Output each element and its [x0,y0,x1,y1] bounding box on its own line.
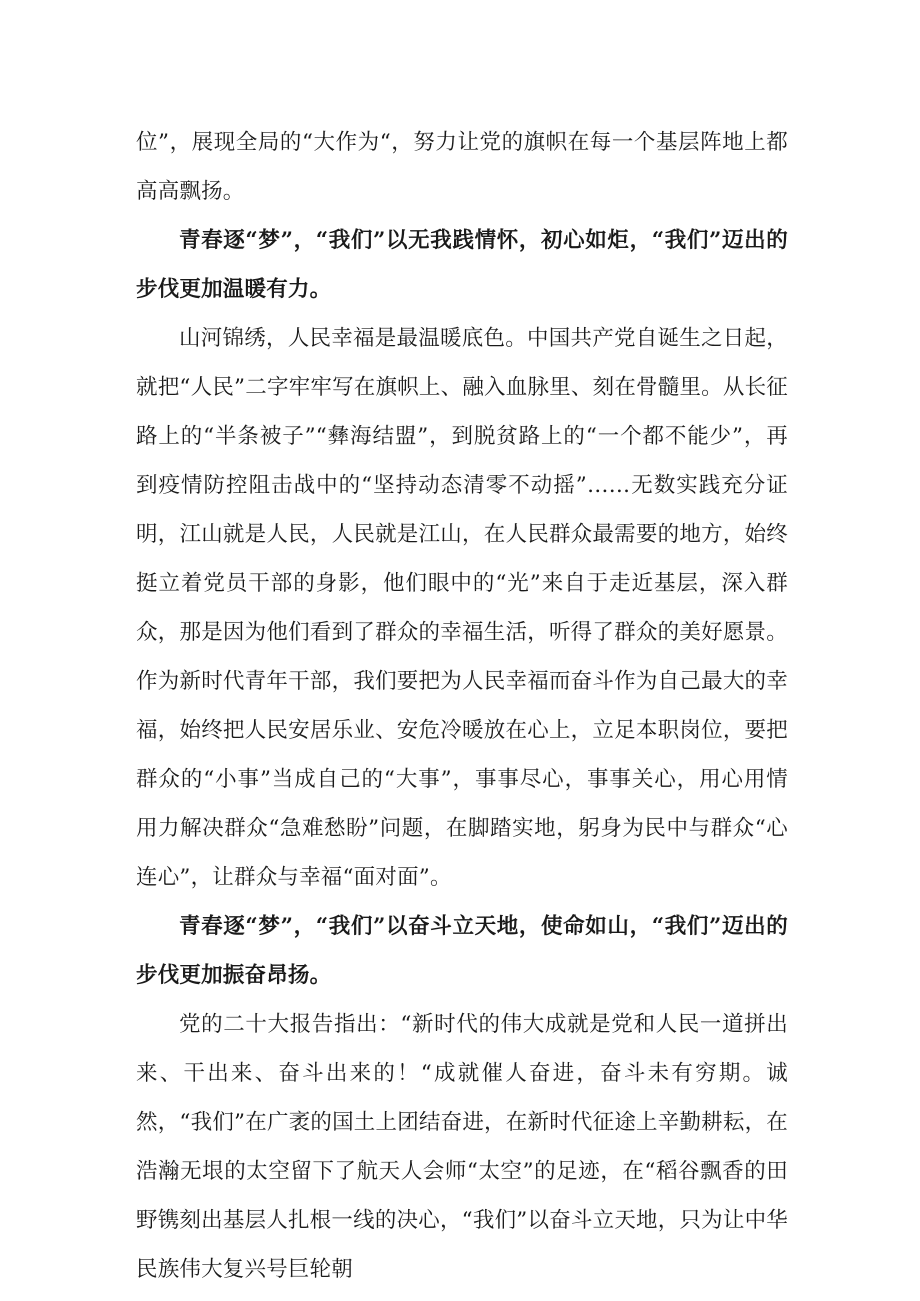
paragraph-continuation: 位”，展现全局的“大作为“，努力让党的旗帜在每一个基层阵地上都高高飘扬。 [136,130,788,204]
paragraph-people-happiness: 山河锦绣，人民幸福是最温暖底色。中国共产党自诞生之日起，就把“人民”二字牢牢写在旗帜上、融入血脉里、刻在骨髓里。从长征路上的“半条被子”“彝海结盟”，到脱贫路上的“一个都不能少”，再到疫情防控阻击战中的“坚持动态清零不动摇”……无数实践充分证明，江山就是人民，人民就是江山，在人民群众最需要的地方，始终挺立着党员干部的身影，他们眼中的“光”来自于走近基层，深入群众，那是因为他们看到了群众的幸福生活，听得了群众的美好愿景。作为新时代青年干部，我们要把为人民幸福而奋斗作为自己最大的幸福，始终把人民安居乐业、安危冷暖放在心上，立足本职岗位，要把群众的“小事”当成自己的“大事”，事事尽心，事事关心，用心用情用力解决群众“急难愁盼”问题，在脚踏实地，躬身为民中与群众“心连心”，让群众与幸福“面对面”。 [136,326,788,890]
section-heading-struggle: 青春逐“梦”，“我们”以奋斗立天地，使命如山，“我们”迈出的步伐更加振奋昂扬。 [136,914,788,988]
section-heading-warmth: 青春逐“梦”，“我们”以无我践情怀，初心如炬，“我们”迈出的步伐更加温暖有力。 [136,228,788,302]
paragraph-party-congress: 党的二十大报告指出：“新时代的伟大成就是党和人民一道拼出来、干出来、奋斗出来的！“成就催人奋进，奋斗未有穷期。诚然，“我们”在广袤的国土上团结奋进，在新时代征途上辛勤耕耘，在浩瀚无垠的太空留下了航天人会师“太空”的足迹，在“稻谷飘香的田野镌刻出基层人扎根一线的决心，“我们”以奋斗立天地，只为让中华民族伟大复兴号巨轮朝 [136,1012,788,1282]
